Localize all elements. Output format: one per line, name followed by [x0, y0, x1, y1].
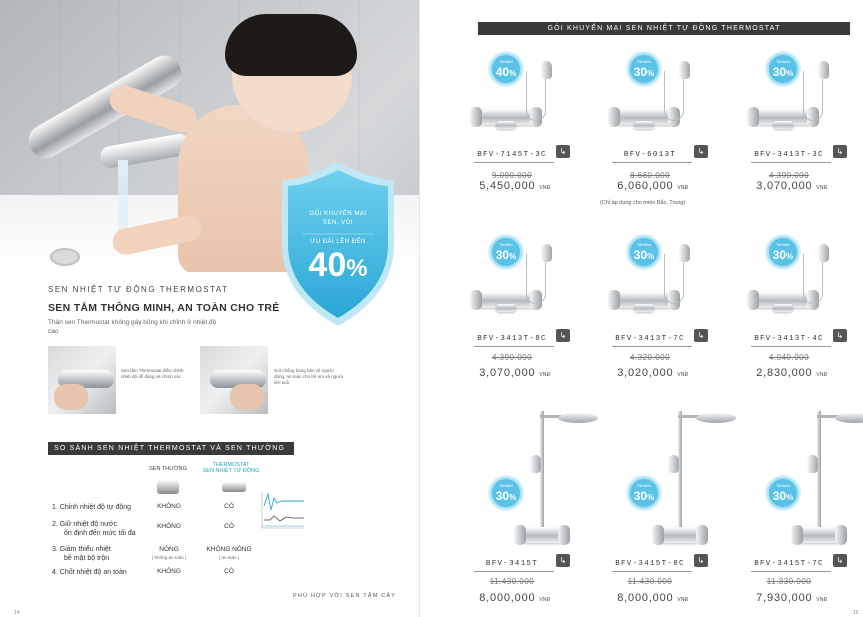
badge-label: Tiết kiệm	[775, 484, 791, 488]
compare-row-4-normal: KHÔNG	[157, 568, 181, 575]
badge-label: Tiết kiệm	[636, 243, 652, 247]
shower-type-icon: ↳	[833, 329, 847, 342]
compare-row-3-label: 3. Giảm thiểu nhiệt bề mặt bộ trộn	[52, 546, 111, 562]
compare-row-3-thermostat: KHÔNG NÓNG ( an toàn )	[206, 546, 252, 560]
discount-badge	[490, 236, 522, 268]
new-price: 7,930,000 VNĐ	[756, 592, 828, 604]
right-title-bar: GÓI KHUYẾN MẠI SEN NHIỆT TỰ ĐỘNG THERMOSTAT	[478, 22, 850, 35]
col-header-normal: SEN THƯỜNG	[149, 466, 187, 472]
headline-subtext: Thân sen Thermostat không gây bỏng khi chỉnh ở nhiệt độ cao	[48, 319, 217, 335]
region-note: (Chỉ áp dụng cho miền Bắc, Trung)	[600, 200, 686, 206]
promo-shield	[280, 160, 396, 328]
page-headline: SEN TẮM THÔNG MINH, AN TOÀN CHO TRẺ	[48, 302, 280, 314]
promo-line-3: ƯU ĐÃI LÊN ĐẾN	[310, 239, 366, 245]
compare-row-2-thermostat: CÓ	[224, 523, 234, 530]
promo-line-1: GÓI KHUYẾN MẠI	[309, 211, 367, 217]
old-price: 8.660.000	[629, 171, 671, 180]
old-price: 11.330.000	[766, 577, 812, 586]
shower-type-icon: ↳	[556, 554, 570, 567]
normal-mixer-icon	[157, 480, 179, 494]
discount-badge	[628, 53, 660, 85]
left-page-number: 14	[14, 610, 20, 616]
thumb-image-2	[200, 346, 268, 414]
old-price: 4.390.000	[491, 353, 533, 362]
compare-row-4-thermostat: CÓ	[224, 568, 234, 575]
discount-badge	[490, 53, 522, 85]
right-page-number: 15	[853, 610, 859, 616]
badge-label: Tiết kiệm	[498, 484, 514, 488]
compare-row-2-label: 2. Giữ nhiệt độ nước ổn định đến mức tối đa	[52, 521, 136, 537]
product-code: BFV-3413T-4C	[754, 335, 824, 343]
shower-type-icon: ↳	[556, 145, 570, 158]
right-page	[420, 0, 863, 617]
compare-row-2-normal: KHÔNG	[157, 523, 181, 530]
code-underline	[474, 571, 554, 572]
code-underline	[474, 162, 554, 163]
product-code: BFV-3415T-7C	[754, 560, 824, 568]
shower-type-icon: ↳	[694, 145, 708, 158]
thumb-caption-1: Sen tắm Thermostat điều chỉnh nhiệt độ dễ dàng và chính xác	[121, 368, 184, 379]
product-code: BFV-3413T-8C	[477, 335, 547, 343]
code-underline	[612, 571, 692, 572]
product-card	[470, 405, 610, 575]
product-card	[747, 405, 863, 575]
badge-value: 30%	[772, 248, 794, 262]
badge-value: 40%	[495, 65, 517, 79]
code-underline	[751, 162, 831, 163]
promo-value: 40%	[308, 246, 368, 284]
product-code: BFV-3415T	[485, 560, 539, 568]
discount-badge	[767, 53, 799, 85]
badge-label: Tiết kiệm	[636, 60, 652, 64]
shower-type-icon: ↳	[556, 329, 570, 342]
code-underline	[612, 346, 692, 347]
badge-label: Tiết kiệm	[636, 484, 652, 488]
thumb-image-1	[48, 346, 116, 414]
discount-badge	[628, 236, 660, 268]
thermostat-mixer-icon	[222, 482, 246, 492]
new-price: 3,070,000 VNĐ	[479, 367, 551, 379]
product-card	[608, 405, 748, 575]
left-page	[0, 0, 420, 617]
new-price: 3,070,000 VNĐ	[756, 180, 828, 192]
left-footer: PHÙ HỢP VỚI SEN TẮM CÂY	[293, 593, 397, 599]
new-price: 3,020,000 VNĐ	[617, 367, 689, 379]
compare-row-1-thermostat: CÓ	[224, 503, 234, 510]
section-kicker: SEN NHIỆT TỰ ĐỘNG THERMOSTAT	[48, 285, 229, 294]
product-code: BFV-7145T-3C	[477, 151, 547, 159]
badge-label: Tiết kiệm	[498, 60, 514, 64]
old-price: 9.090.000	[491, 171, 533, 180]
temperature-graph	[258, 490, 306, 530]
badge-value: 30%	[495, 248, 517, 262]
product-code: BFV-3413T-7C	[615, 335, 685, 343]
badge-value: 30%	[633, 248, 655, 262]
shower-type-icon: ↳	[694, 329, 708, 342]
new-price: 5,450,000 VNĐ	[479, 180, 551, 192]
old-price: 11.430.000	[627, 577, 673, 586]
badge-label: Tiết kiệm	[775, 60, 791, 64]
compare-title-bar: SO SÁNH SEN NHIỆT THERMOSTAT VÀ SEN THƯỜNG	[48, 442, 294, 455]
old-price: 4.040.000	[768, 353, 810, 362]
old-price: 11.430.000	[489, 577, 535, 586]
old-price: 4.320.000	[629, 353, 671, 362]
new-price: 8,000,000 VNĐ	[479, 592, 551, 604]
shower-type-icon: ↳	[833, 145, 847, 158]
discount-badge	[490, 477, 522, 509]
shower-type-icon: ↳	[833, 554, 847, 567]
badge-label: Tiết kiệm	[498, 243, 514, 247]
compare-row-1-normal: KHÔNG	[157, 503, 181, 510]
compare-row-4-label: 4. Chốt nhiệt độ an toàn	[52, 569, 127, 576]
badge-value: 30%	[633, 489, 655, 503]
shower-type-icon: ↳	[694, 554, 708, 567]
badge-value: 30%	[495, 489, 517, 503]
badge-value: 30%	[633, 65, 655, 79]
product-code: BFV-3415T-8C	[615, 560, 685, 568]
new-price: 8,000,000 VNĐ	[617, 592, 689, 604]
discount-badge	[628, 477, 660, 509]
col-header-thermostat: THERMOSTAT SEN NHIỆT TỰ ĐỘNG	[202, 462, 260, 474]
badge-value: 30%	[772, 489, 794, 503]
product-code: BFV-3413T-3C	[754, 151, 824, 159]
discount-badge	[767, 477, 799, 509]
compare-row-1-label: 1. Chỉnh nhiệt độ tự động	[52, 504, 132, 511]
product-code: BFV-6013T	[623, 151, 677, 159]
badge-label: Tiết kiệm	[775, 243, 791, 247]
promo-line-2: SEN, VÒI	[322, 220, 353, 226]
new-price: 6,060,000 VNĐ	[617, 180, 689, 192]
thumb-caption-2: Nút chống bỏng bảo vệ người dùng, an toàn cho trẻ em và người lớn tuổi.	[274, 368, 344, 385]
code-underline	[612, 162, 692, 163]
badge-value: 30%	[772, 65, 794, 79]
code-underline	[751, 571, 831, 572]
code-underline	[474, 346, 554, 347]
old-price: 4.390.000	[768, 171, 810, 180]
compare-row-3-normal: NÓNG ( Không an toàn )	[151, 546, 187, 560]
discount-badge	[767, 236, 799, 268]
code-underline	[751, 346, 831, 347]
new-price: 2,830,000 VNĐ	[756, 367, 828, 379]
